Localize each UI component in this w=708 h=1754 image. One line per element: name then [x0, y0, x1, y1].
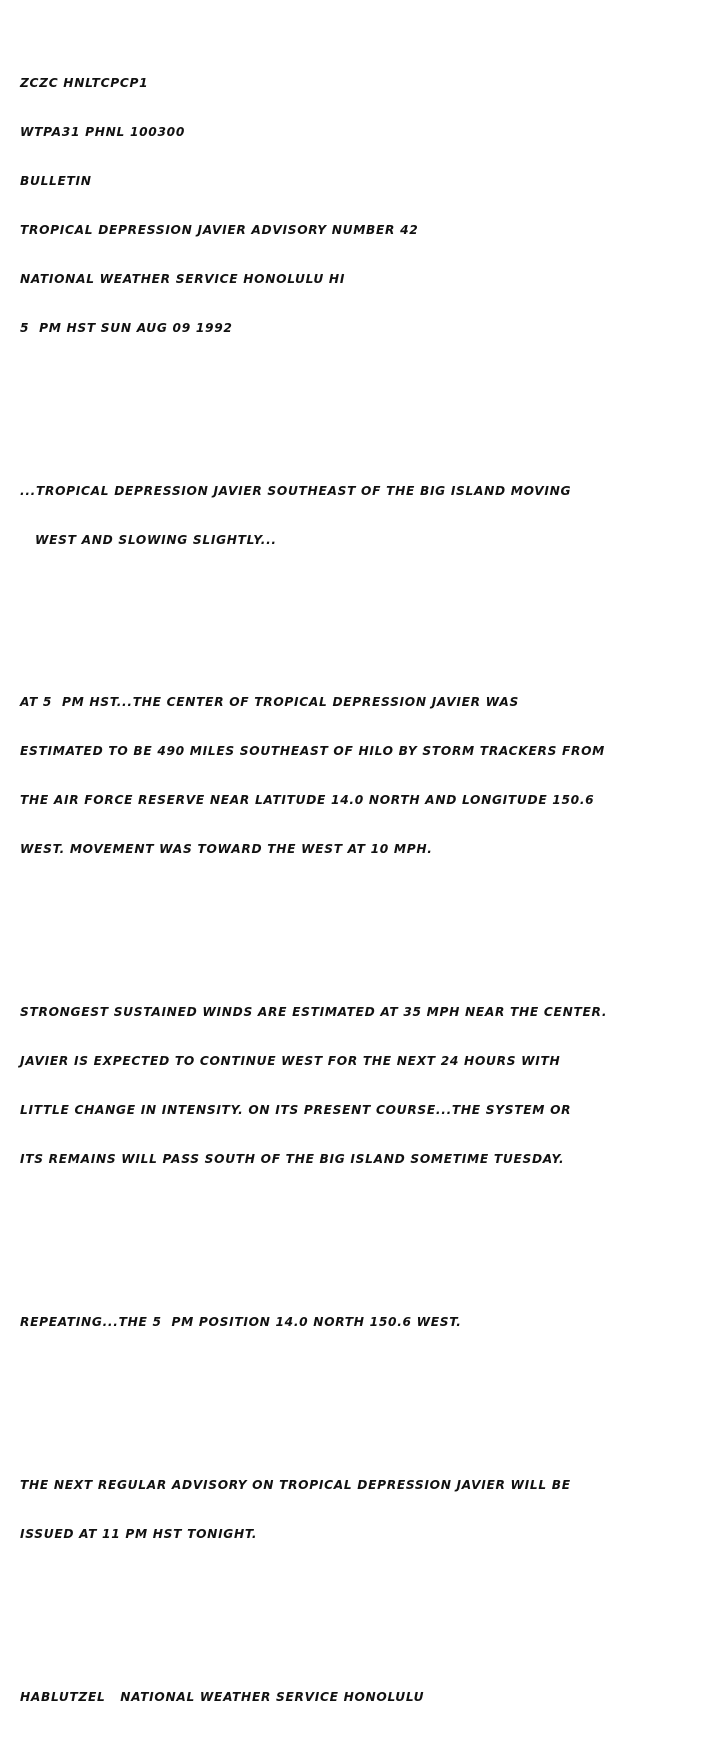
advisory-title: TROPICAL DEPRESSION JAVIER ADVISORY NUMBER 42 [20, 222, 419, 237]
signature-block [20, 1656, 700, 1737]
position-paragraph [20, 662, 700, 890]
spacer [20, 1395, 700, 1411]
spacer [20, 923, 700, 939]
headline-line: WEST AND SLOWING SLIGHTLY... [35, 532, 277, 547]
header-line: ZCZC HNLTCPCP1 [20, 76, 149, 91]
spacer [20, 1607, 700, 1623]
issuing-office: NATIONAL WEATHER SERVICE HONOLULU HI [20, 271, 346, 286]
advisory-headline [20, 450, 700, 580]
advisory-header [20, 43, 700, 369]
spacer [20, 1232, 700, 1248]
paragraph-line: ITS REMAINS WILL PASS SOUTH OF THE BIG ISLAND SOMETIME TUESDAY. [20, 1151, 565, 1166]
paragraph-line: REPEATING...THE 5 PM POSITION 14.0 NORTH 150.6 WEST. [20, 1314, 462, 1329]
paragraph-line: JAVIER IS EXPECTED TO CONTINUE WEST FOR THE NEXT 24 HOURS WITH [20, 1054, 561, 1068]
paragraph-line: ESTIMATED TO BE 490 MILES SOUTHEAST OF HILO BY STORM TRACKERS FROM [20, 744, 605, 759]
paragraph-line: THE NEXT REGULAR ADVISORY ON TROPICAL DEPRESSION JAVIER WILL BE [20, 1477, 571, 1492]
paragraph-line: STRONGEST SUSTAINED WINDS ARE ESTIMATED AT 35 MPH NEAR THE CENTER. [20, 1005, 608, 1020]
header-line: BULLETIN [20, 173, 92, 188]
next-advisory-paragraph [20, 1444, 700, 1574]
intensity-paragraph [20, 972, 700, 1200]
repeating-paragraph [20, 1281, 700, 1362]
headline-line: ...TROPICAL DEPRESSION JAVIER SOUTHEAST OF THE BIG ISLAND MOVING [20, 483, 572, 498]
spacer [20, 401, 700, 417]
signature-line: HABLUTZEL NATIONAL WEATHER SERVICE HONOLULU [20, 1689, 425, 1704]
paragraph-line: LITTLE CHANGE IN INTENSITY. ON ITS PRESENT COURSE...THE SYSTEM OR [20, 1102, 572, 1117]
paragraph-line: AT 5 PM HST...THE CENTER OF TROPICAL DEPRESSION JAVIER WAS [20, 695, 519, 710]
paragraph-line: THE AIR FORCE RESERVE NEAR LATITUDE 14.0 NORTH AND LONGITUDE 150.6 [20, 793, 595, 808]
paragraph-line: ISSUED AT 11 PM HST TONIGHT. [20, 1526, 258, 1541]
spacer [20, 613, 700, 629]
advisory-document [20, 10, 700, 1754]
header-line: WTPA31 PHNL 100300 [20, 125, 186, 140]
paragraph-line: WEST. MOVEMENT WAS TOWARD THE WEST AT 10 MPH. [20, 842, 433, 857]
issue-time: 5 PM HST SUN AUG 09 1992 [20, 320, 233, 335]
